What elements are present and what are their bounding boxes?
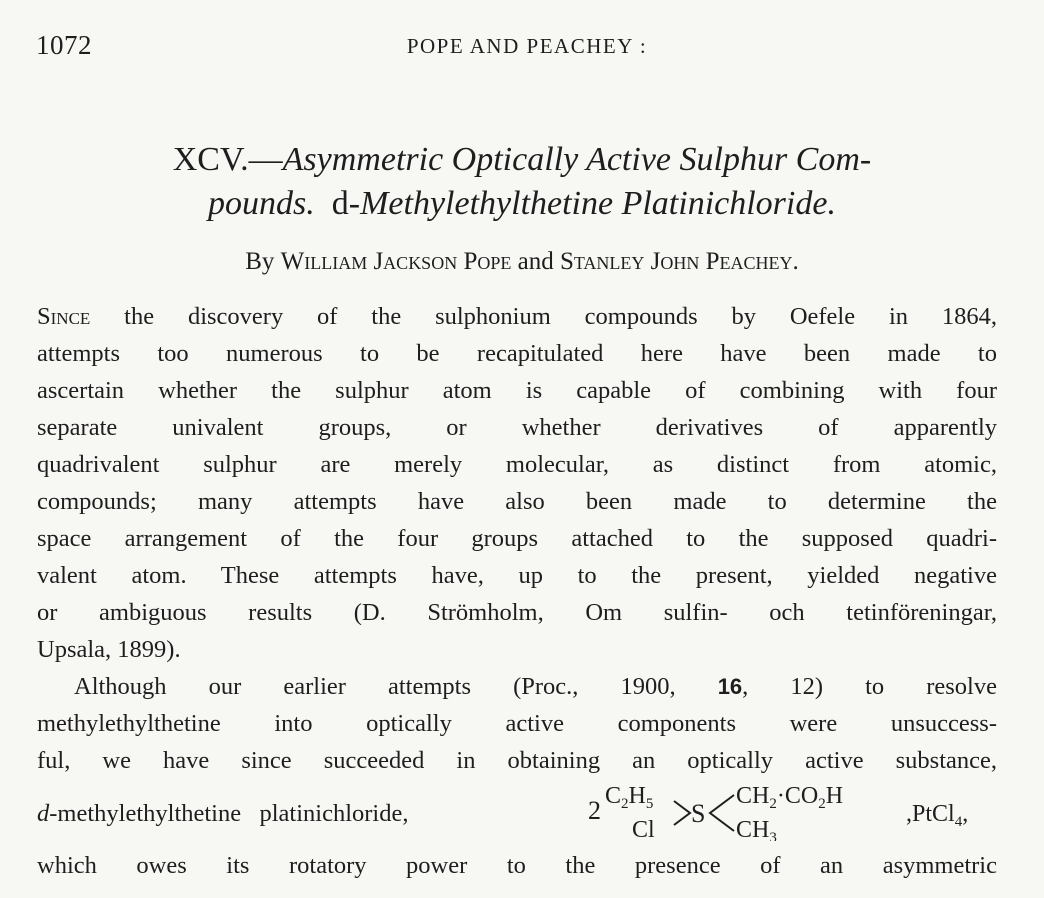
byline — [40, 248, 1004, 276]
p2-line-1 — [37, 668, 997, 705]
chemical-formula — [588, 779, 997, 841]
formula-trailing: ,PtCl$_4$, — [906, 801, 969, 830]
byline-by: By — [245, 248, 275, 275]
formula-coefficient: 2 — [588, 796, 601, 825]
article-title — [40, 138, 1004, 226]
p1-line-6: compounds; many attempts have also been made to determine the — [37, 488, 997, 515]
formula-lower-right: $CH_3$ — [736, 817, 777, 841]
title-numeral: XCV.— — [172, 141, 283, 178]
volume-number: 16 — [717, 674, 743, 699]
p1-text-1: the discovery of the sulphonium compounds by Oefele in 1864, — [124, 303, 998, 330]
p1-line-9: or ambiguous results (D. Strömholm, Om sulfin- och tetinföreningar, — [37, 599, 997, 626]
p1-line-5: quadrivalent sulphur are merely molecular, as distinct from atomic, — [37, 451, 997, 478]
title-line-2 — [40, 182, 1004, 226]
p2-line-3: ful, we have since succeeded in obtaining an optically active substance, — [37, 747, 997, 774]
formula-line — [37, 779, 997, 841]
article-body — [37, 298, 997, 841]
formula-upper-left: $C_2H_5$ — [605, 783, 654, 812]
p1-line-10: Upsala, 1899). — [37, 636, 181, 663]
compound-name — [37, 795, 408, 832]
p1-line-3: ascertain whether the sulphur atom is capable of combining with four — [37, 377, 997, 404]
p1-line-1 — [37, 298, 997, 335]
title-line-1 — [40, 138, 1004, 182]
formula-lower-left: Cl — [632, 817, 655, 841]
p2-line-2: methylethylthetine into optically active components were unsuccess- — [37, 710, 997, 737]
p1-line-2: attempts too numerous to be recapitulated here have been made to — [37, 340, 997, 367]
right-bond-icon — [710, 795, 734, 831]
page-number: 1072 — [36, 30, 92, 60]
author-2: Stanley John Peachey. — [559, 248, 799, 275]
lead-small-caps: Since — [37, 303, 91, 330]
author-1: William Jackson Pope — [280, 248, 512, 275]
formula-upper-right: $CH_2\cdot CO_2H$ — [736, 783, 844, 812]
p1-line-8: valent atom. These attempts have, up to the present, yielded negative — [37, 562, 997, 589]
p2-line-5: which owes its rotatory power to the presence of an asymmetric — [37, 852, 997, 879]
title-italic-1: Asymmetric Optically Active Sulphur Com- — [282, 141, 872, 178]
title-italic-2b: Methylethylthetine Platinichloride. — [360, 185, 836, 222]
compound-rest: -methylethylthetine platinichloride, — [49, 800, 409, 827]
byline-and: and — [517, 248, 554, 275]
compound-prefix: d — [37, 800, 50, 827]
p1-line-7: space arrangement of the four groups attached to the supposed quadri- — [37, 525, 997, 552]
formula-center-atom: S — [691, 799, 706, 828]
p1-line-4: separate univalent groups, or whether derivatives of apparently — [37, 414, 997, 441]
title-italic-2a: pounds. — [208, 185, 315, 222]
running-head — [36, 30, 1008, 66]
p2-text-1b: , 12) to resolve — [742, 673, 997, 700]
running-title: POPE AND PEACHEY : — [406, 34, 648, 58]
p2-text-1a: Although our earlier attempts (Proc., 1900, — [74, 673, 676, 700]
title-roman-d: d- — [331, 185, 361, 222]
left-bond-icon — [674, 801, 690, 825]
